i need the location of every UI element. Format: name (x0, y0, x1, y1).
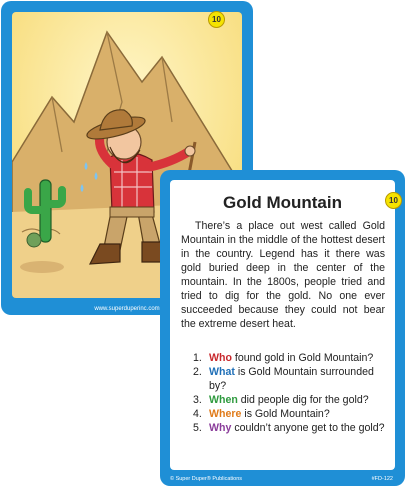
text-card-body (170, 180, 398, 470)
text-card (160, 170, 405, 486)
question-number: 2. (193, 366, 202, 378)
wh-word: What (209, 366, 235, 378)
wh-word: Why (209, 422, 232, 434)
question-item (193, 393, 389, 407)
wh-word: Where (209, 408, 242, 420)
website-label: www.superduperinc.com (94, 306, 160, 312)
question-number: 4. (193, 408, 202, 420)
question-text: found gold in Gold Mountain? (231, 352, 374, 364)
question-item (193, 421, 389, 435)
question-number: 5. (193, 422, 202, 434)
wh-word: Who (209, 352, 232, 364)
question-item (193, 407, 389, 421)
question-text: is Gold Mountain? (241, 408, 330, 420)
question-list (193, 351, 389, 435)
passage-text: There’s a place out west called Gold Mountain in the middle of the hottest desert in the country. Legend has it there was gold buried deep in the center of the mountain. In the 1800s, people tried and tried to dig for the gold. No one ever succeeded because they could not bear the extreme desert heat. (181, 220, 385, 330)
card-number-badge: 10 (208, 11, 225, 28)
question-text: couldn’t anyone get to the gold? (231, 422, 385, 434)
question-number: 3. (193, 394, 202, 406)
card-number-badge: 10 (385, 192, 402, 209)
question-number: 1. (193, 352, 202, 364)
question-item (193, 351, 389, 365)
question-text: is Gold Mountain surrounded by? (209, 366, 374, 392)
product-code-label: #FD-122 (371, 476, 393, 482)
wh-word: When (209, 394, 238, 406)
copyright-label: © Super Duper® Publications (170, 476, 243, 482)
question-item (193, 365, 389, 393)
question-text: did people dig for the gold? (237, 394, 369, 406)
card-title: Gold Mountain (223, 193, 342, 212)
